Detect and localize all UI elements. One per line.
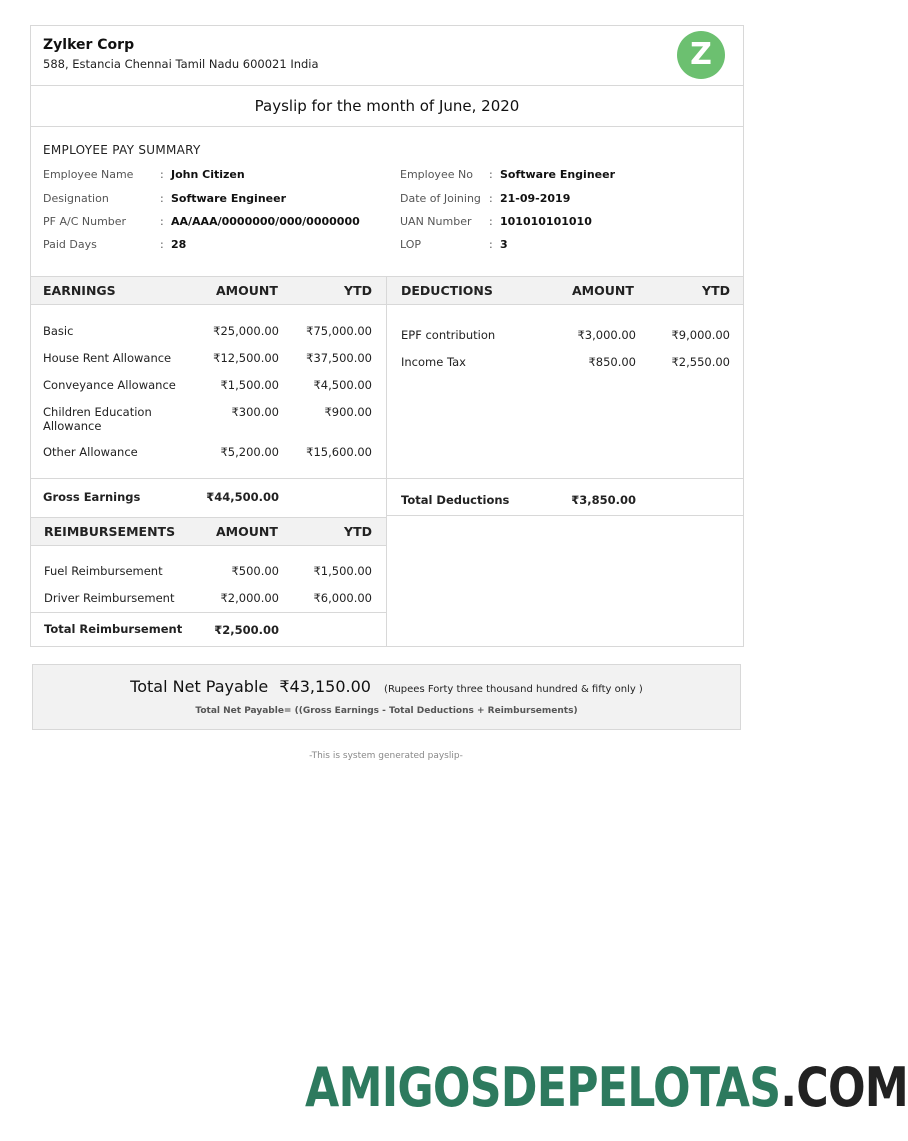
earnings-row-amount: ₹12,500.00 [213, 351, 279, 365]
watermark-main-text: AMIGOSDEPELOTAS [305, 1056, 781, 1119]
earnings-row-name: Basic [43, 324, 74, 338]
earnings-row-ytd: ₹15,600.00 [306, 445, 372, 459]
deductions-row-amount: ₹3,000.00 [577, 328, 636, 342]
summary-label: PF A/C Number [43, 215, 127, 228]
watermark [305, 1056, 908, 1120]
earnings-row-ytd: ₹900.00 [324, 405, 372, 419]
earnings-row-name: Other Allowance [43, 445, 138, 459]
earnings-row-ytd: ₹37,500.00 [306, 351, 372, 365]
summary-label: Employee Name [43, 168, 134, 181]
company-address: 588, Estancia Chennai Tamil Nadu 600021 India [43, 57, 319, 71]
earnings-row-name: Children Education Allowance [43, 405, 152, 433]
payslip-document [30, 25, 744, 647]
deductions-header [387, 277, 743, 305]
reimbursements-header-amount: AMOUNT [216, 524, 278, 539]
watermark-suffix-text: .COM [780, 1056, 908, 1119]
reimbursements-row-ytd: ₹1,500.00 [313, 564, 372, 578]
summary-row-designation: Designation : Software Engineer [43, 192, 286, 205]
gross-earnings-amount: ₹44,500.00 [206, 490, 279, 504]
earnings-total-divider [31, 478, 386, 479]
summary-row-employee-no: Employee No : Software Engineer [400, 168, 615, 181]
earnings-row-amount: ₹25,000.00 [213, 324, 279, 338]
summary-row-employee-name: Employee Name : John Citizen [43, 168, 245, 181]
earnings-row-amount: ₹300.00 [231, 405, 279, 419]
summary-value: 101010101010 [500, 215, 592, 228]
summary-label: LOP [400, 238, 422, 251]
net-payable-line [33, 677, 740, 696]
deductions-total-top-divider [387, 478, 743, 479]
reimbursements-row-ytd: ₹6,000.00 [313, 591, 372, 605]
reimbursements-header-name: REIMBURSEMENTS [44, 524, 176, 539]
deductions-row-ytd: ₹9,000.00 [671, 328, 730, 342]
net-payable-box [32, 664, 741, 730]
gross-earnings-label: Gross Earnings [43, 490, 141, 504]
earnings-row-name: Conveyance Allowance [43, 378, 176, 392]
pay-tables [31, 276, 743, 646]
earnings-header-ytd: YTD [344, 283, 372, 298]
earnings-row-ytd: ₹4,500.00 [313, 378, 372, 392]
summary-value: John Citizen [171, 168, 245, 181]
reimbursements-row-amount: ₹2,000.00 [220, 591, 279, 605]
summary-label: UAN Number [400, 215, 472, 228]
company-header [31, 26, 743, 86]
deductions-header-name: DEDUCTIONS [401, 283, 493, 298]
deductions-row-name: Income Tax [401, 355, 466, 369]
employee-pay-summary [31, 127, 743, 276]
column-divider [386, 277, 387, 647]
summary-row-pf-number: PF A/C Number : AA/AAA/0000000/000/0000000 [43, 215, 360, 228]
earnings-header [31, 277, 386, 305]
reimbursements-row-name: Driver Reimbursement [44, 591, 175, 605]
summary-value: 28 [171, 238, 187, 251]
deductions-header-ytd: YTD [702, 283, 730, 298]
summary-value: Software Engineer [171, 192, 286, 205]
company-name: Zylker Corp [43, 37, 135, 53]
summary-row-date-of-joining: Date of Joining : 21-09-2019 [400, 192, 571, 205]
net-payable-in-words: (Rupees Forty three thousand hundred & fifty only ) [384, 684, 643, 695]
reimbursements-header [31, 518, 386, 546]
reimbursements-row-amount: ₹500.00 [231, 564, 279, 578]
deductions-total-bottom-divider [387, 515, 743, 516]
summary-heading: EMPLOYEE PAY SUMMARY [43, 143, 201, 157]
summary-label: Employee No [400, 168, 473, 181]
reimbursements-row-name: Fuel Reimbursement [44, 564, 163, 578]
summary-row-uan-number: UAN Number : 101010101010 [400, 215, 592, 228]
reimbursements-header-ytd: YTD [344, 524, 372, 539]
net-payable-amount: ₹43,150.00 [279, 677, 371, 696]
summary-label: Date of Joining [400, 192, 481, 205]
summary-value: 21-09-2019 [500, 192, 571, 205]
payslip-title: Payslip for the month of June, 2020 [31, 86, 743, 127]
summary-value: Software Engineer [500, 168, 615, 181]
net-payable-formula: Total Net Payable= ((Gross Earnings - Total Deductions + Reimbursements) [195, 706, 578, 716]
earnings-header-amount: AMOUNT [216, 283, 278, 298]
total-reimbursement-amount: ₹2,500.00 [214, 623, 279, 637]
summary-label: Paid Days [43, 238, 97, 251]
total-deductions-label: Total Deductions [401, 493, 510, 507]
net-payable-label: Total Net Payable [130, 677, 269, 696]
total-deductions-amount: ₹3,850.00 [571, 493, 636, 507]
deductions-row-ytd: ₹2,550.00 [671, 355, 730, 369]
summary-value: AA/AAA/0000000/000/0000000 [171, 215, 360, 228]
earnings-header-name: EARNINGS [43, 283, 116, 298]
earnings-row-name: House Rent Allowance [43, 351, 172, 365]
summary-label: Designation [43, 192, 109, 205]
total-reimbursement-label: Total Reimbursement [44, 622, 183, 636]
logo-z-icon: Z [690, 37, 712, 72]
company-logo [677, 31, 725, 79]
earnings-row-amount: ₹1,500.00 [220, 378, 279, 392]
summary-row-paid-days: Paid Days : 28 [43, 238, 187, 251]
deductions-header-amount: AMOUNT [572, 283, 634, 298]
earnings-row-amount: ₹5,200.00 [220, 445, 279, 459]
earnings-row-ytd: ₹75,000.00 [306, 324, 372, 338]
system-generated-note: -This is system generated payslip- [309, 751, 463, 761]
deductions-row-name: EPF contribution [401, 328, 496, 342]
summary-value: 3 [500, 238, 508, 251]
summary-row-lop: LOP : 3 [400, 238, 508, 251]
deductions-row-amount: ₹850.00 [588, 355, 636, 369]
reimbursements-total-divider [31, 612, 386, 613]
